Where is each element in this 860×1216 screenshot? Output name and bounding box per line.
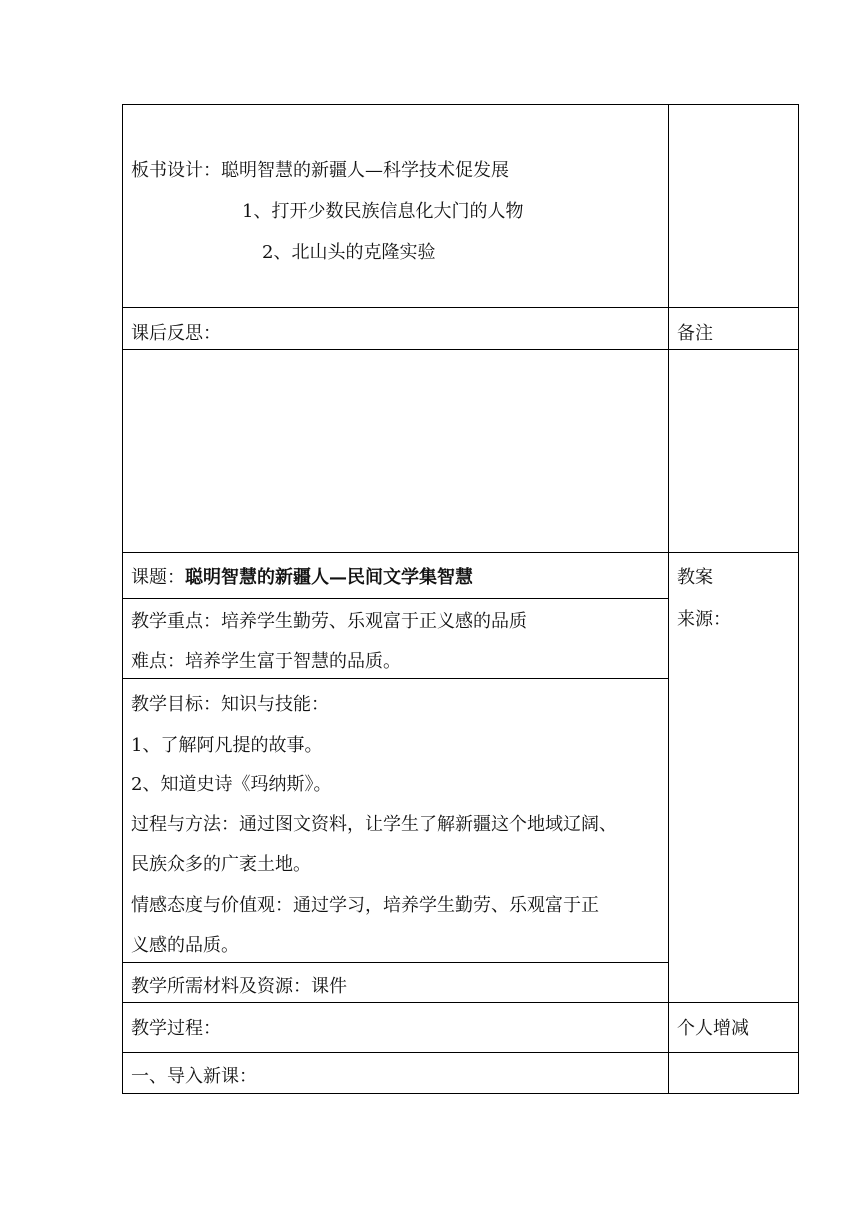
process-method-line-2: 民族众多的广袤土地。 <box>131 854 311 875</box>
row-divider-lesson <box>122 552 799 553</box>
teaching-goals-label: 教学目标：知识与技能： <box>131 694 329 715</box>
teaching-key-point: 教学重点：培养学生勤劳、乐观富于正义感的品质 <box>131 611 527 632</box>
board-design-label: 板书设计： <box>131 160 221 181</box>
board-design-title <box>131 160 509 182</box>
goal-2: 2、知道史诗《玛纳斯》。 <box>131 774 332 795</box>
reflection-label: 课后反思： <box>131 323 221 344</box>
table-border-top <box>122 104 799 105</box>
intro-section-heading: 一、导入新课： <box>131 1066 257 1087</box>
source-label-line-1: 教案 <box>677 567 713 588</box>
board-design-point-1: 1、打开少数民族信息化大门的人物 <box>242 201 524 222</box>
attitude-line-1: 情感态度与价值观：通过学习，培养学生勤劳、乐观富于正 <box>131 895 599 916</box>
row-divider-process <box>122 1052 799 1053</box>
goal-1: 1、了解阿凡提的故事。 <box>131 735 323 756</box>
row-divider-topic <box>122 598 668 599</box>
source-label-line-2: 来源： <box>677 609 731 630</box>
board-design-point-2: 2、北山头的克隆实验 <box>262 242 436 263</box>
board-design-text: 聪明智慧的新疆人—科学技术促发展 <box>221 160 509 181</box>
lesson-topic <box>131 567 473 589</box>
process-method-line-1: 过程与方法：通过图文资料，让学生了解新疆这个地域辽阔、 <box>131 814 617 835</box>
table-border-left <box>122 104 123 1094</box>
column-divider <box>668 104 669 1094</box>
row-divider-board <box>122 307 799 308</box>
teaching-difficulty: 难点：培养学生富于智慧的品质。 <box>131 651 401 672</box>
table-border-right <box>798 104 799 1094</box>
teaching-materials: 教学所需材料及资源：课件 <box>131 976 347 997</box>
remark-label: 备注 <box>677 323 713 344</box>
topic-label: 课题： <box>131 567 185 588</box>
attitude-line-2: 义感的品质。 <box>131 935 239 956</box>
personal-adjust-label: 个人增减 <box>677 1018 749 1039</box>
row-divider-keypoints <box>122 678 668 679</box>
table-border-bottom <box>122 1093 799 1094</box>
row-divider-goals <box>122 962 668 963</box>
teaching-process-label: 教学过程： <box>131 1018 221 1039</box>
row-divider-reflection <box>122 349 799 350</box>
topic-text: 聪明智慧的新疆人—民间文学集智慧 <box>185 567 473 588</box>
row-divider-materials <box>122 1002 799 1003</box>
